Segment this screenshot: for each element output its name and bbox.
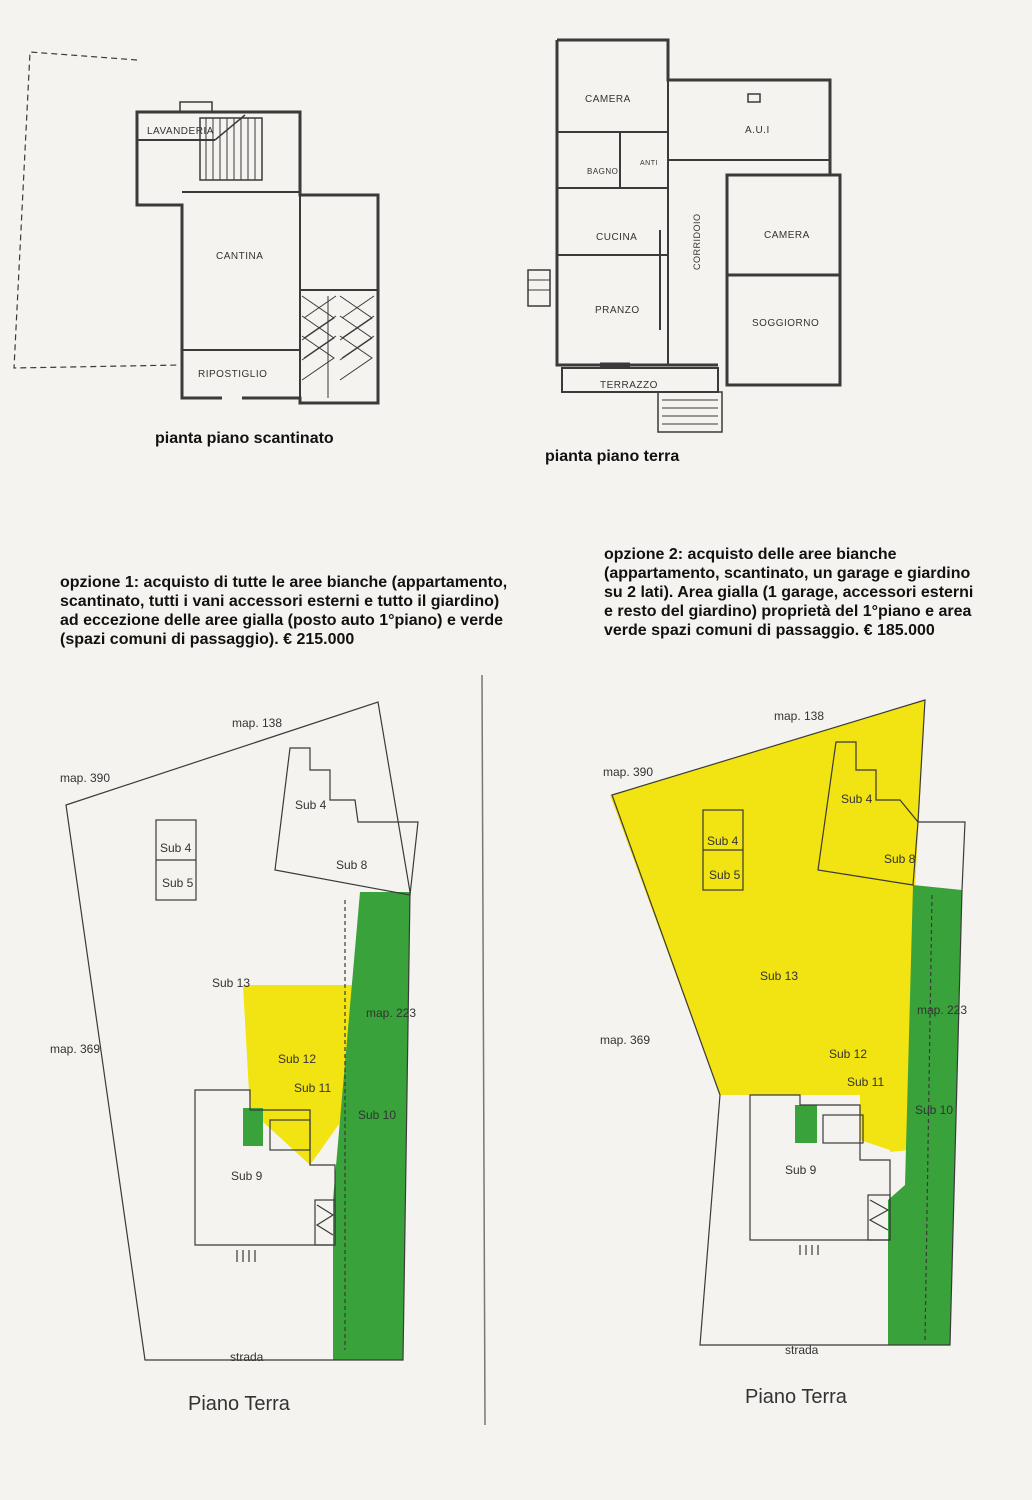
site1-label-sub13: Sub 13: [212, 976, 251, 990]
site1-label-map223: map. 223: [366, 1006, 417, 1020]
basement-floor-plan: [14, 52, 378, 403]
site2-label-map369: map. 369: [600, 1033, 651, 1047]
site1-label-sub8: Sub 8: [336, 858, 368, 872]
site1-label-sub4b: Sub 4: [160, 841, 192, 855]
ground-floor-caption: pianta piano terra: [545, 448, 680, 465]
room-label-corridoio: CORRIDOIO: [692, 213, 702, 270]
site2-label-sub11: Sub 11: [847, 1075, 885, 1089]
site2-label-sub12: Sub 12: [829, 1047, 868, 1061]
site-plan-1-title: Piano Terra: [188, 1393, 290, 1415]
site-plan-option-2: [610, 700, 968, 1345]
room-label-cantina: CANTINA: [216, 251, 264, 262]
room-label-lavanderia: LAVANDERIA: [147, 126, 214, 137]
site2-label-sub9: Sub 9: [785, 1163, 817, 1177]
room-label-ripostiglio: RIPOSTIGLIO: [198, 369, 268, 380]
basement-dashed-outline: [14, 52, 180, 368]
site1-label-sub9: Sub 9: [231, 1169, 263, 1183]
site1-label-sub4a: Sub 4: [295, 798, 327, 812]
site2-label-map390: map. 390: [603, 765, 654, 779]
site1-label-map138: map. 138: [232, 716, 283, 730]
site2-label-sub13: Sub 13: [760, 969, 799, 983]
option-1-text: opzione 1: acquisto di tutte le aree bianche (appartamento, scantinato, tutti i vani accessori esterni e tutto il giardino) ad eccezione delle aree gialla (posto auto 1°piano) e verde (spazi comuni di passaggio). € 215.000: [60, 574, 508, 648]
site-plan-option-1: [66, 702, 418, 1360]
site2-label-sub5: Sub 5: [709, 868, 741, 882]
room-label-anti: ANTI: [640, 160, 658, 167]
room-label-aui: A.U.I: [745, 125, 770, 136]
room-label-soggiorno: SOGGIORNO: [752, 318, 820, 329]
site2-label-sub10: Sub 10: [915, 1103, 954, 1117]
site1-label-sub5: Sub 5: [162, 876, 194, 890]
site2-green-small: [795, 1105, 817, 1143]
room-label-pranzo: PRANZO: [595, 305, 640, 316]
room-label-camera-2: CAMERA: [764, 230, 810, 241]
site2-label-strada: strada: [785, 1343, 819, 1357]
room-label-bagno: BAGNO: [587, 167, 619, 176]
option-2-text: opzione 2: acquisto delle aree bianche (appartamento, scantinato, un garage e giardino su 2 lati). Area gialla (1 garage, accessori esterni e resto del giardino) proprietà del 1°piano e area verde spazi comuni di passaggio. € 185.000: [604, 546, 974, 639]
site1-label-sub12: Sub 12: [278, 1052, 317, 1066]
site1-green-small: [243, 1108, 263, 1146]
ground-outer-walls: [557, 40, 840, 385]
site1-label-strada: strada: [230, 1350, 264, 1364]
site-plan-2-title: Piano Terra: [745, 1386, 847, 1408]
room-label-cucina: CUCINA: [596, 232, 638, 243]
site1-label-sub11: Sub 11: [294, 1081, 332, 1095]
room-label-terrazzo: TERRAZZO: [600, 380, 658, 391]
room-label-camera-1: CAMERA: [585, 94, 631, 105]
basement-caption: pianta piano scantinato: [155, 430, 334, 447]
site1-label-sub10: Sub 10: [358, 1108, 397, 1122]
site1-label-map369: map. 369: [50, 1042, 101, 1056]
site2-label-sub4b: Sub 4: [707, 834, 739, 848]
site2-label-map138: map. 138: [774, 709, 825, 723]
site2-label-sub4a: Sub 4: [841, 792, 873, 806]
site1-label-map390: map. 390: [60, 771, 111, 785]
site2-label-sub8: Sub 8: [884, 852, 916, 866]
site2-label-map223: map. 223: [917, 1003, 968, 1017]
center-divider: [482, 675, 485, 1425]
